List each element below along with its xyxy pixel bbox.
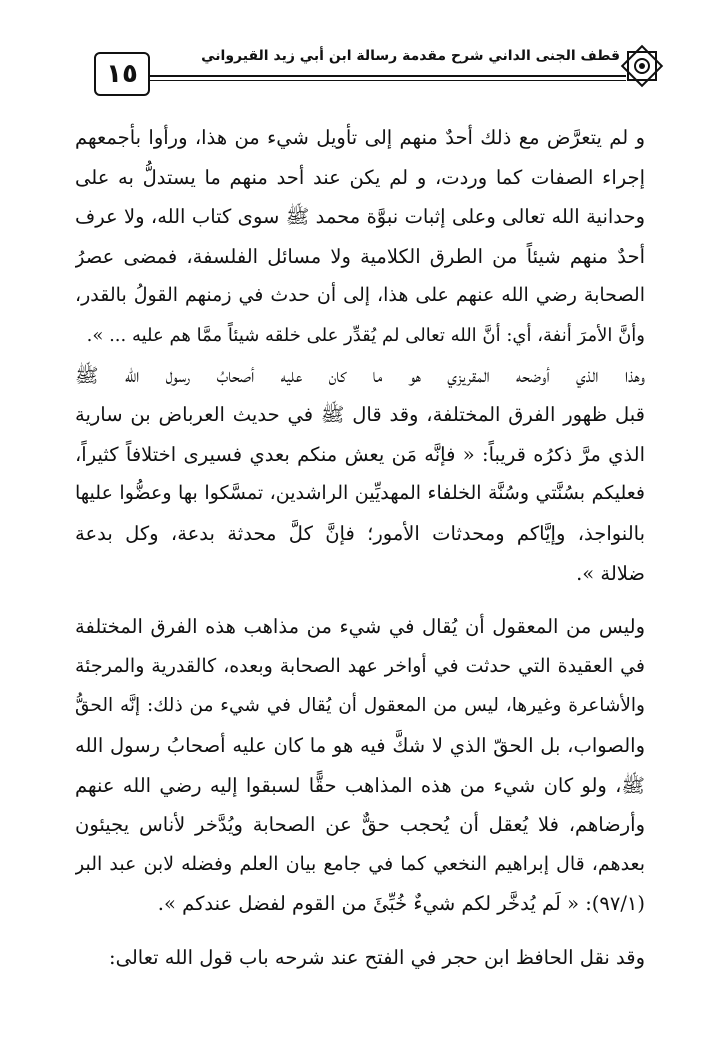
text-line: بعدهم، قال إبراهيم النخعي كما في جامع بيان العلم وفضله لابن عبد البر bbox=[75, 852, 645, 875]
text-line: وحدانية الله تعالى وعلى إثبات نبوَّة محمد ﷺ سوى كتاب الله، ولا عرف bbox=[75, 205, 645, 229]
page-number: ١٥ bbox=[94, 52, 150, 96]
paragraph bbox=[75, 607, 645, 924]
paragraph-gap bbox=[75, 924, 645, 938]
text-line: والأشاعرة وغيرها، ليس من المعقول أن يُقال في شيء من ذلك: إنَّه الحقُّ bbox=[75, 695, 645, 717]
text-line: الذي مرَّ ذكرُه قريباً: « فإنَّه مَن يعش منكم بعدي فسيرى اختلافاً كثيراً، bbox=[75, 442, 645, 466]
text-line: قبل ظهور الفرق المختلفة، وقد قال ﷺ في حديث العرباض بن سارية bbox=[75, 403, 645, 427]
header-rule bbox=[146, 75, 626, 77]
body-text bbox=[75, 118, 645, 977]
page-header bbox=[0, 0, 725, 110]
text-line: (٩٧/١): « لَم يُدخَّر لكم شيءٌ خُبِّئَ من القوم لفضل عندكم ». bbox=[157, 892, 645, 916]
text-line: وهذا الذي أوضحه المقريزي هو ما كان عليه أصحابُ رسول الله ﷺ bbox=[75, 363, 645, 387]
text-line: الصحابة رضي الله عنهم على هذا، إلى أن حدث في زمنهم القولُ بالقدر، bbox=[75, 284, 645, 307]
paragraph bbox=[75, 356, 645, 594]
text-line: في العقيدة التي حدثت في أواخر عهد الصحابة وبعده، كالقدرية والمرجئة bbox=[75, 654, 645, 677]
text-line: فعليكم بسُنَّتي وسُنَّة الخلفاء المهديِّين الراشدين، تمسَّكوا بها وعضُّوا عليها bbox=[75, 482, 645, 505]
text-line: والصواب، بل الحقّ الذي لا شكَّ فيه هو ما كان عليه أصحابُ رسول الله bbox=[75, 733, 645, 757]
text-line: ضلالة ». bbox=[576, 561, 645, 585]
text-line: أحدٌ منهم شيئاً من الطرق الكلامية ولا مسائل الفلسفة، فمضى عصرُ bbox=[75, 244, 645, 268]
text-line: وقد نقل الحافظ ابن حجر في الفتح عند شرحه باب قول الله تعالى: bbox=[109, 945, 645, 969]
text-line: وأنَّ الأمرَ أنفة، أي: أنَّ الله تعالى لم يُقدِّر على خلقه شيئاً ممَّا هم عليه ... ». bbox=[86, 324, 645, 346]
text-line: بالنواجذ، وإيَّاكم ومحدثات الأمور؛ فإنَّ كلَّ محدثة بدعة، وكل بدعة bbox=[75, 521, 645, 545]
star-ornament-icon bbox=[618, 42, 666, 90]
running-title: قطف الجنى الداني شرح مقدمة رسالة ابن أبي زيد القيرواني bbox=[201, 48, 620, 64]
text-line: إجراء الصفات كما وردت، و لم يكن عند أحد منهم ما يستدلُّ به على bbox=[75, 165, 645, 189]
text-line: و لم يتعرَّض مع ذلك أحدٌ منهم إلى تأويل شيء من هذا، ورأوا بأجمعهم bbox=[75, 126, 645, 149]
paragraph-gap bbox=[75, 593, 645, 607]
paragraph bbox=[75, 118, 645, 356]
text-line: ﷺ، ولو كان شيء من هذه المذاهب حقًّا لسبقوا إليه رضي الله عنهم bbox=[75, 773, 645, 797]
paragraph bbox=[75, 938, 645, 978]
header-rule-thin bbox=[146, 80, 626, 81]
text-line: وليس من المعقول أن يُقال في شيء من مذاهب هذه الفرق المختلفة bbox=[75, 615, 645, 639]
text-line: وأرضاهم، فلا يُعقل أن يُحجب حقٌّ عن الصحابة ويُدَّخر لأناس يجيئون bbox=[75, 813, 645, 837]
